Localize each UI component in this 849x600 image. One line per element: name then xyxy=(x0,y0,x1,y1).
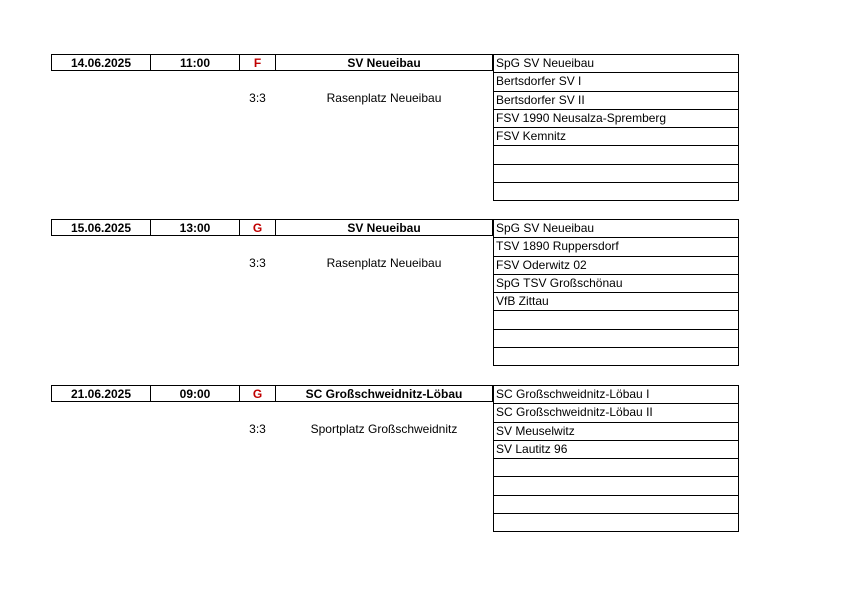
time-cell xyxy=(150,385,240,402)
venue: Rasenplatz Neueibau xyxy=(326,91,442,105)
date-cell xyxy=(51,54,151,71)
host-cell xyxy=(275,219,493,236)
group-cell xyxy=(239,385,276,402)
tournament-block xyxy=(51,54,739,201)
time-cell xyxy=(150,219,240,236)
team-row: SV Meuselwitz xyxy=(494,423,738,441)
team-row xyxy=(494,459,738,477)
tournament-block xyxy=(51,219,739,366)
game-mode: 3:3 xyxy=(249,256,266,270)
team-row: FSV Kemnitz xyxy=(494,128,738,146)
host-cell xyxy=(275,385,493,402)
time-cell xyxy=(150,54,240,71)
team-row: SpG SV Neueibau xyxy=(494,55,738,73)
team-row: VfB Zittau xyxy=(494,293,738,311)
team-row: SpG SV Neueibau xyxy=(494,220,738,238)
group-cell xyxy=(239,219,276,236)
venue: Sportplatz Großschweidnitz xyxy=(310,422,458,436)
host-text: SV Neueibau xyxy=(347,220,421,235)
team-list xyxy=(493,54,739,201)
time-text: 11:00 xyxy=(179,55,211,70)
host-cell xyxy=(275,54,493,71)
venue: Rasenplatz Neueibau xyxy=(326,256,442,270)
team-row xyxy=(494,165,738,183)
team-row: Bertsdorfer SV II xyxy=(494,92,738,110)
team-row: SC Großschweidnitz-Löbau I xyxy=(494,386,738,404)
team-row xyxy=(494,330,738,348)
time-text: 09:00 xyxy=(179,386,211,401)
tournament-block xyxy=(51,385,739,532)
team-row xyxy=(494,514,738,532)
team-list xyxy=(493,385,739,532)
team-row: FSV 1990 Neusalza-Spremberg xyxy=(494,110,738,128)
date-text: 14.06.2025 xyxy=(70,55,132,70)
team-row: Bertsdorfer SV I xyxy=(494,73,738,91)
team-row xyxy=(494,348,738,366)
date-cell xyxy=(51,219,151,236)
host-text: SV Neueibau xyxy=(347,55,421,70)
date-text: 21.06.2025 xyxy=(70,386,132,401)
game-mode: 3:3 xyxy=(249,422,266,436)
group-letter: G xyxy=(252,386,263,401)
game-mode: 3:3 xyxy=(249,91,266,105)
team-row: SpG TSV Großschönau xyxy=(494,275,738,293)
team-list xyxy=(493,219,739,366)
team-row xyxy=(494,311,738,329)
team-row xyxy=(494,183,738,201)
host-text: SC Großschweidnitz-Löbau xyxy=(305,386,463,401)
group-letter: F xyxy=(253,55,262,70)
date-text: 15.06.2025 xyxy=(70,220,132,235)
team-row xyxy=(494,496,738,514)
group-letter: G xyxy=(252,220,263,235)
team-row: TSV 1890 Ruppersdorf xyxy=(494,238,738,256)
team-row: FSV Oderwitz 02 xyxy=(494,257,738,275)
team-row xyxy=(494,146,738,164)
team-row xyxy=(494,477,738,495)
time-text: 13:00 xyxy=(179,220,211,235)
team-row: SV Lautitz 96 xyxy=(494,441,738,459)
group-cell xyxy=(239,54,276,71)
date-cell xyxy=(51,385,151,402)
team-row: SC Großschweidnitz-Löbau II xyxy=(494,404,738,422)
